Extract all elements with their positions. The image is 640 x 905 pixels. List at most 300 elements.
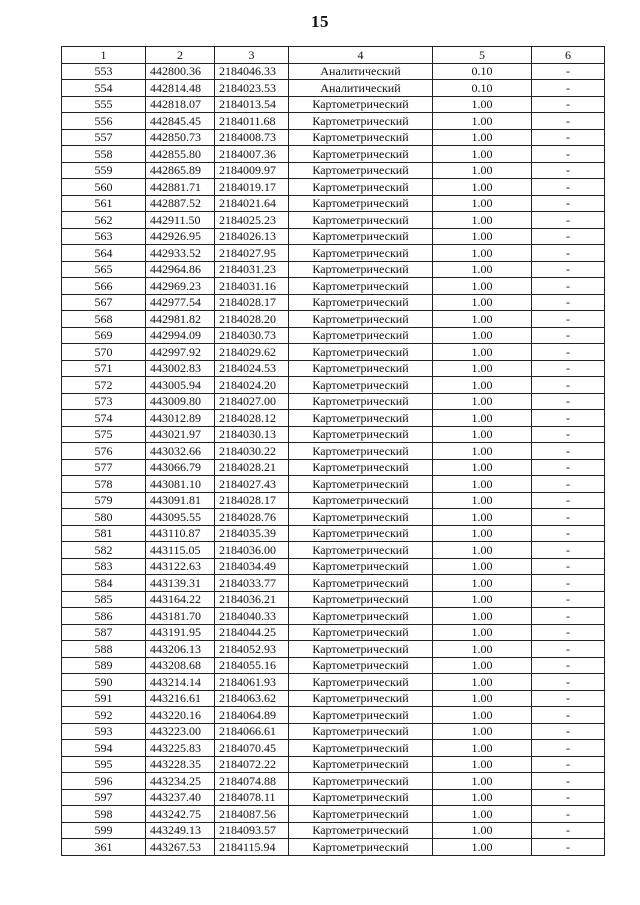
x-coordinate-cell: 443091.81 bbox=[146, 492, 215, 509]
table-row bbox=[62, 261, 605, 278]
description-cell: - bbox=[532, 674, 605, 691]
y-coordinate-cell: 2184031.16 bbox=[215, 278, 289, 295]
accuracy-cell: 1.00 bbox=[433, 806, 532, 823]
point-number-cell: 554 bbox=[62, 80, 146, 97]
point-number-cell: 574 bbox=[62, 410, 146, 427]
table-row bbox=[62, 195, 605, 212]
accuracy-cell: 1.00 bbox=[433, 558, 532, 575]
point-number-cell: 565 bbox=[62, 261, 146, 278]
table-row bbox=[62, 542, 605, 559]
description-cell: - bbox=[532, 822, 605, 839]
table-row bbox=[62, 789, 605, 806]
x-coordinate-cell: 443223.00 bbox=[146, 723, 215, 740]
x-coordinate-cell: 443164.22 bbox=[146, 591, 215, 608]
point-number-cell: 561 bbox=[62, 195, 146, 212]
method-cell: Картометрический bbox=[289, 377, 433, 394]
method-cell: Картометрический bbox=[289, 789, 433, 806]
method-cell: Картометрический bbox=[289, 96, 433, 113]
point-number-cell: 580 bbox=[62, 509, 146, 526]
table-row bbox=[62, 674, 605, 691]
method-cell: Картометрический bbox=[289, 261, 433, 278]
y-coordinate-cell: 2184009.97 bbox=[215, 162, 289, 179]
x-coordinate-cell: 443214.14 bbox=[146, 674, 215, 691]
table-row bbox=[62, 723, 605, 740]
y-coordinate-cell: 2184044.25 bbox=[215, 624, 289, 641]
y-coordinate-cell: 2184074.88 bbox=[215, 773, 289, 790]
y-coordinate-cell: 2184035.39 bbox=[215, 525, 289, 542]
description-cell: - bbox=[532, 690, 605, 707]
x-coordinate-cell: 442981.82 bbox=[146, 311, 215, 328]
table-row bbox=[62, 509, 605, 526]
x-coordinate-cell: 442865.89 bbox=[146, 162, 215, 179]
table-row bbox=[62, 360, 605, 377]
description-cell: - bbox=[532, 96, 605, 113]
point-number-cell: 586 bbox=[62, 608, 146, 625]
method-cell: Картометрический bbox=[289, 294, 433, 311]
accuracy-cell: 1.00 bbox=[433, 96, 532, 113]
method-cell: Картометрический bbox=[289, 756, 433, 773]
x-coordinate-cell: 442845.45 bbox=[146, 113, 215, 130]
point-number-cell: 562 bbox=[62, 212, 146, 229]
x-coordinate-cell: 442977.54 bbox=[146, 294, 215, 311]
y-coordinate-cell: 2184028.12 bbox=[215, 410, 289, 427]
accuracy-cell: 1.00 bbox=[433, 690, 532, 707]
table-row bbox=[62, 311, 605, 328]
y-coordinate-cell: 2184033.77 bbox=[215, 575, 289, 592]
y-coordinate-cell: 2184023.53 bbox=[215, 80, 289, 97]
table-row bbox=[62, 492, 605, 509]
method-cell: Картометрический bbox=[289, 822, 433, 839]
method-cell: Картометрический bbox=[289, 327, 433, 344]
table-row bbox=[62, 146, 605, 163]
description-cell: - bbox=[532, 443, 605, 460]
x-coordinate-cell: 443110.87 bbox=[146, 525, 215, 542]
table-row bbox=[62, 591, 605, 608]
accuracy-cell: 1.00 bbox=[433, 674, 532, 691]
x-coordinate-cell: 443181.70 bbox=[146, 608, 215, 625]
x-coordinate-cell: 443009.80 bbox=[146, 393, 215, 410]
x-coordinate-cell: 443191.95 bbox=[146, 624, 215, 641]
point-number-cell: 584 bbox=[62, 575, 146, 592]
x-coordinate-cell: 442997.92 bbox=[146, 344, 215, 361]
accuracy-cell: 1.00 bbox=[433, 311, 532, 328]
description-cell: - bbox=[532, 509, 605, 526]
accuracy-cell: 1.00 bbox=[433, 756, 532, 773]
table-row bbox=[62, 129, 605, 146]
accuracy-cell: 1.00 bbox=[433, 641, 532, 658]
y-coordinate-cell: 2184008.73 bbox=[215, 129, 289, 146]
method-cell: Картометрический bbox=[289, 674, 433, 691]
description-cell: - bbox=[532, 212, 605, 229]
point-number-cell: 567 bbox=[62, 294, 146, 311]
y-coordinate-cell: 2184063.62 bbox=[215, 690, 289, 707]
table-header-row bbox=[62, 47, 605, 64]
x-coordinate-cell: 442926.95 bbox=[146, 228, 215, 245]
point-number-cell: 569 bbox=[62, 327, 146, 344]
x-coordinate-cell: 442969.23 bbox=[146, 278, 215, 295]
y-coordinate-cell: 2184036.21 bbox=[215, 591, 289, 608]
accuracy-cell: 1.00 bbox=[433, 228, 532, 245]
table-row bbox=[62, 113, 605, 130]
y-coordinate-cell: 2184027.00 bbox=[215, 393, 289, 410]
x-coordinate-cell: 443095.55 bbox=[146, 509, 215, 526]
table-row bbox=[62, 212, 605, 229]
y-coordinate-cell: 2184030.13 bbox=[215, 426, 289, 443]
method-cell: Картометрический bbox=[289, 657, 433, 674]
x-coordinate-cell: 443021.97 bbox=[146, 426, 215, 443]
point-number-cell: 593 bbox=[62, 723, 146, 740]
table-row bbox=[62, 806, 605, 823]
x-coordinate-cell: 442964.86 bbox=[146, 261, 215, 278]
method-cell: Картометрический bbox=[289, 360, 433, 377]
point-number-cell: 585 bbox=[62, 591, 146, 608]
description-cell: - bbox=[532, 525, 605, 542]
description-cell: - bbox=[532, 657, 605, 674]
description-cell: - bbox=[532, 558, 605, 575]
method-cell: Картометрический bbox=[289, 344, 433, 361]
point-number-cell: 555 bbox=[62, 96, 146, 113]
description-cell: - bbox=[532, 542, 605, 559]
accuracy-cell: 1.00 bbox=[433, 575, 532, 592]
x-coordinate-cell: 442887.52 bbox=[146, 195, 215, 212]
method-cell: Картометрический bbox=[289, 228, 433, 245]
description-cell: - bbox=[532, 393, 605, 410]
table-row bbox=[62, 278, 605, 295]
x-coordinate-cell: 443267.53 bbox=[146, 839, 215, 856]
description-cell: - bbox=[532, 377, 605, 394]
point-number-cell: 556 bbox=[62, 113, 146, 130]
method-cell: Картометрический bbox=[289, 806, 433, 823]
method-cell: Картометрический bbox=[289, 195, 433, 212]
x-coordinate-cell: 442818.07 bbox=[146, 96, 215, 113]
table-row bbox=[62, 63, 605, 80]
x-coordinate-cell: 442911.50 bbox=[146, 212, 215, 229]
method-cell: Картометрический bbox=[289, 707, 433, 724]
table-row bbox=[62, 426, 605, 443]
point-number-cell: 594 bbox=[62, 740, 146, 757]
accuracy-cell: 1.00 bbox=[433, 377, 532, 394]
method-cell: Картометрический bbox=[289, 426, 433, 443]
accuracy-cell: 1.00 bbox=[433, 393, 532, 410]
method-cell: Картометрический bbox=[289, 575, 433, 592]
y-coordinate-cell: 2184028.21 bbox=[215, 459, 289, 476]
table-row bbox=[62, 410, 605, 427]
y-coordinate-cell: 2184027.43 bbox=[215, 476, 289, 493]
x-coordinate-cell: 443237.40 bbox=[146, 789, 215, 806]
x-coordinate-cell: 443122.63 bbox=[146, 558, 215, 575]
x-coordinate-cell: 443081.10 bbox=[146, 476, 215, 493]
table-row bbox=[62, 344, 605, 361]
description-cell: - bbox=[532, 360, 605, 377]
accuracy-cell: 1.00 bbox=[433, 294, 532, 311]
x-coordinate-cell: 443139.31 bbox=[146, 575, 215, 592]
accuracy-cell: 1.00 bbox=[433, 624, 532, 641]
method-cell: Картометрический bbox=[289, 608, 433, 625]
y-coordinate-cell: 2184087.56 bbox=[215, 806, 289, 823]
accuracy-cell: 1.00 bbox=[433, 740, 532, 757]
point-number-cell: 557 bbox=[62, 129, 146, 146]
description-cell: - bbox=[532, 80, 605, 97]
accuracy-cell: 0.10 bbox=[433, 80, 532, 97]
x-coordinate-cell: 443032.66 bbox=[146, 443, 215, 460]
y-coordinate-cell: 2184019.17 bbox=[215, 179, 289, 196]
accuracy-cell: 1.00 bbox=[433, 657, 532, 674]
accuracy-cell: 1.00 bbox=[433, 707, 532, 724]
method-cell: Картометрический bbox=[289, 443, 433, 460]
method-cell: Картометрический bbox=[289, 542, 433, 559]
accuracy-cell: 1.00 bbox=[433, 443, 532, 460]
y-coordinate-cell: 2184034.49 bbox=[215, 558, 289, 575]
method-cell: Картометрический bbox=[289, 212, 433, 229]
description-cell: - bbox=[532, 63, 605, 80]
point-number-cell: 588 bbox=[62, 641, 146, 658]
method-cell: Картометрический bbox=[289, 278, 433, 295]
accuracy-cell: 1.00 bbox=[433, 492, 532, 509]
x-coordinate-cell: 442850.73 bbox=[146, 129, 215, 146]
accuracy-cell: 1.00 bbox=[433, 509, 532, 526]
y-coordinate-cell: 2184026.13 bbox=[215, 228, 289, 245]
accuracy-cell: 1.00 bbox=[433, 327, 532, 344]
table-row bbox=[62, 476, 605, 493]
column-header: 5 bbox=[433, 47, 532, 64]
description-cell: - bbox=[532, 476, 605, 493]
accuracy-cell: 1.00 bbox=[433, 344, 532, 361]
table-row bbox=[62, 773, 605, 790]
description-cell: - bbox=[532, 492, 605, 509]
accuracy-cell: 1.00 bbox=[433, 591, 532, 608]
x-coordinate-cell: 443220.16 bbox=[146, 707, 215, 724]
description-cell: - bbox=[532, 129, 605, 146]
table-row bbox=[62, 80, 605, 97]
accuracy-cell: 1.00 bbox=[433, 212, 532, 229]
table-row bbox=[62, 525, 605, 542]
accuracy-cell: 1.00 bbox=[433, 459, 532, 476]
point-number-cell: 583 bbox=[62, 558, 146, 575]
point-number-cell: 589 bbox=[62, 657, 146, 674]
point-number-cell: 591 bbox=[62, 690, 146, 707]
y-coordinate-cell: 2184030.22 bbox=[215, 443, 289, 460]
y-coordinate-cell: 2184029.62 bbox=[215, 344, 289, 361]
table-row bbox=[62, 228, 605, 245]
point-number-cell: 597 bbox=[62, 789, 146, 806]
x-coordinate-cell: 442881.71 bbox=[146, 179, 215, 196]
description-cell: - bbox=[532, 278, 605, 295]
point-number-cell: 578 bbox=[62, 476, 146, 493]
y-coordinate-cell: 2184055.16 bbox=[215, 657, 289, 674]
table-row bbox=[62, 245, 605, 262]
y-coordinate-cell: 2184072.22 bbox=[215, 756, 289, 773]
point-number-cell: 563 bbox=[62, 228, 146, 245]
y-coordinate-cell: 2184046.33 bbox=[215, 63, 289, 80]
point-number-cell: 598 bbox=[62, 806, 146, 823]
table-row bbox=[62, 740, 605, 757]
table-row bbox=[62, 608, 605, 625]
point-number-cell: 590 bbox=[62, 674, 146, 691]
x-coordinate-cell: 442933.52 bbox=[146, 245, 215, 262]
y-coordinate-cell: 2184021.64 bbox=[215, 195, 289, 212]
x-coordinate-cell: 442814.48 bbox=[146, 80, 215, 97]
method-cell: Картометрический bbox=[289, 509, 433, 526]
table-row bbox=[62, 756, 605, 773]
x-coordinate-cell: 443115.05 bbox=[146, 542, 215, 559]
column-header: 3 bbox=[215, 47, 289, 64]
description-cell: - bbox=[532, 311, 605, 328]
point-number-cell: 361 bbox=[62, 839, 146, 856]
point-number-cell: 579 bbox=[62, 492, 146, 509]
accuracy-cell: 1.00 bbox=[433, 179, 532, 196]
table-row bbox=[62, 377, 605, 394]
accuracy-cell: 1.00 bbox=[433, 789, 532, 806]
accuracy-cell: 1.00 bbox=[433, 146, 532, 163]
accuracy-cell: 1.00 bbox=[433, 261, 532, 278]
y-coordinate-cell: 2184061.93 bbox=[215, 674, 289, 691]
y-coordinate-cell: 2184028.17 bbox=[215, 492, 289, 509]
method-cell: Картометрический bbox=[289, 245, 433, 262]
table-row bbox=[62, 690, 605, 707]
method-cell: Картометрический bbox=[289, 839, 433, 856]
table-row bbox=[62, 624, 605, 641]
x-coordinate-cell: 443216.61 bbox=[146, 690, 215, 707]
method-cell: Картометрический bbox=[289, 476, 433, 493]
point-number-cell: 582 bbox=[62, 542, 146, 559]
y-coordinate-cell: 2184028.76 bbox=[215, 509, 289, 526]
accuracy-cell: 1.00 bbox=[433, 113, 532, 130]
y-coordinate-cell: 2184007.36 bbox=[215, 146, 289, 163]
accuracy-cell: 0.10 bbox=[433, 63, 532, 80]
accuracy-cell: 1.00 bbox=[433, 542, 532, 559]
table-row bbox=[62, 393, 605, 410]
column-header: 6 bbox=[532, 47, 605, 64]
description-cell: - bbox=[532, 591, 605, 608]
accuracy-cell: 1.00 bbox=[433, 245, 532, 262]
y-coordinate-cell: 2184066.61 bbox=[215, 723, 289, 740]
column-header: 2 bbox=[146, 47, 215, 64]
x-coordinate-cell: 443234.25 bbox=[146, 773, 215, 790]
table-row bbox=[62, 558, 605, 575]
description-cell: - bbox=[532, 575, 605, 592]
point-number-cell: 577 bbox=[62, 459, 146, 476]
y-coordinate-cell: 2184040.33 bbox=[215, 608, 289, 625]
point-number-cell: 595 bbox=[62, 756, 146, 773]
point-number-cell: 564 bbox=[62, 245, 146, 262]
accuracy-cell: 1.00 bbox=[433, 525, 532, 542]
table-row bbox=[62, 822, 605, 839]
description-cell: - bbox=[532, 839, 605, 856]
page-number: 15 bbox=[311, 12, 329, 31]
description-cell: - bbox=[532, 756, 605, 773]
y-coordinate-cell: 2184024.53 bbox=[215, 360, 289, 377]
method-cell: Картометрический bbox=[289, 740, 433, 757]
method-cell: Картометрический bbox=[289, 558, 433, 575]
point-number-cell: 599 bbox=[62, 822, 146, 839]
description-cell: - bbox=[532, 707, 605, 724]
method-cell: Картометрический bbox=[289, 525, 433, 542]
description-cell: - bbox=[532, 261, 605, 278]
accuracy-cell: 1.00 bbox=[433, 162, 532, 179]
accuracy-cell: 1.00 bbox=[433, 608, 532, 625]
method-cell: Картометрический bbox=[289, 624, 433, 641]
x-coordinate-cell: 443066.79 bbox=[146, 459, 215, 476]
point-number-cell: 559 bbox=[62, 162, 146, 179]
point-number-cell: 570 bbox=[62, 344, 146, 361]
table-row bbox=[62, 657, 605, 674]
description-cell: - bbox=[532, 740, 605, 757]
description-cell: - bbox=[532, 459, 605, 476]
description-cell: - bbox=[532, 344, 605, 361]
point-number-cell: 596 bbox=[62, 773, 146, 790]
description-cell: - bbox=[532, 294, 605, 311]
x-coordinate-cell: 442800.36 bbox=[146, 63, 215, 80]
table-body bbox=[62, 63, 605, 855]
point-number-cell: 560 bbox=[62, 179, 146, 196]
accuracy-cell: 1.00 bbox=[433, 278, 532, 295]
method-cell: Картометрический bbox=[289, 162, 433, 179]
table-row bbox=[62, 294, 605, 311]
y-coordinate-cell: 2184025.23 bbox=[215, 212, 289, 229]
y-coordinate-cell: 2184115.94 bbox=[215, 839, 289, 856]
x-coordinate-cell: 443225.83 bbox=[146, 740, 215, 757]
description-cell: - bbox=[532, 608, 605, 625]
x-coordinate-cell: 443005.94 bbox=[146, 377, 215, 394]
table-row bbox=[62, 162, 605, 179]
method-cell: Картометрический bbox=[289, 773, 433, 790]
x-coordinate-cell: 443242.75 bbox=[146, 806, 215, 823]
table-row bbox=[62, 459, 605, 476]
description-cell: - bbox=[532, 806, 605, 823]
accuracy-cell: 1.00 bbox=[433, 822, 532, 839]
table-row bbox=[62, 443, 605, 460]
description-cell: - bbox=[532, 245, 605, 262]
accuracy-cell: 1.00 bbox=[433, 426, 532, 443]
point-number-cell: 576 bbox=[62, 443, 146, 460]
y-coordinate-cell: 2184078.11 bbox=[215, 789, 289, 806]
x-coordinate-cell: 442855.80 bbox=[146, 146, 215, 163]
description-cell: - bbox=[532, 789, 605, 806]
accuracy-cell: 1.00 bbox=[433, 410, 532, 427]
accuracy-cell: 1.00 bbox=[433, 723, 532, 740]
column-header: 1 bbox=[62, 47, 146, 64]
table-row bbox=[62, 839, 605, 856]
accuracy-cell: 1.00 bbox=[433, 773, 532, 790]
y-coordinate-cell: 2184028.20 bbox=[215, 311, 289, 328]
y-coordinate-cell: 2184093.57 bbox=[215, 822, 289, 839]
x-coordinate-cell: 443206.13 bbox=[146, 641, 215, 658]
method-cell: Картометрический bbox=[289, 179, 433, 196]
method-cell: Картометрический bbox=[289, 690, 433, 707]
accuracy-cell: 1.00 bbox=[433, 839, 532, 856]
point-number-cell: 558 bbox=[62, 146, 146, 163]
description-cell: - bbox=[532, 641, 605, 658]
y-coordinate-cell: 2184052.93 bbox=[215, 641, 289, 658]
column-header: 4 bbox=[289, 47, 433, 64]
method-cell: Картометрический bbox=[289, 459, 433, 476]
y-coordinate-cell: 2184031.23 bbox=[215, 261, 289, 278]
description-cell: - bbox=[532, 410, 605, 427]
y-coordinate-cell: 2184064.89 bbox=[215, 707, 289, 724]
method-cell: Аналитический bbox=[289, 80, 433, 97]
x-coordinate-cell: 443208.68 bbox=[146, 657, 215, 674]
description-cell: - bbox=[532, 723, 605, 740]
description-cell: - bbox=[532, 228, 605, 245]
method-cell: Картометрический bbox=[289, 591, 433, 608]
description-cell: - bbox=[532, 624, 605, 641]
description-cell: - bbox=[532, 327, 605, 344]
description-cell: - bbox=[532, 195, 605, 212]
method-cell: Картометрический bbox=[289, 492, 433, 509]
method-cell: Картометрический bbox=[289, 410, 433, 427]
method-cell: Картометрический bbox=[289, 146, 433, 163]
table-row bbox=[62, 641, 605, 658]
